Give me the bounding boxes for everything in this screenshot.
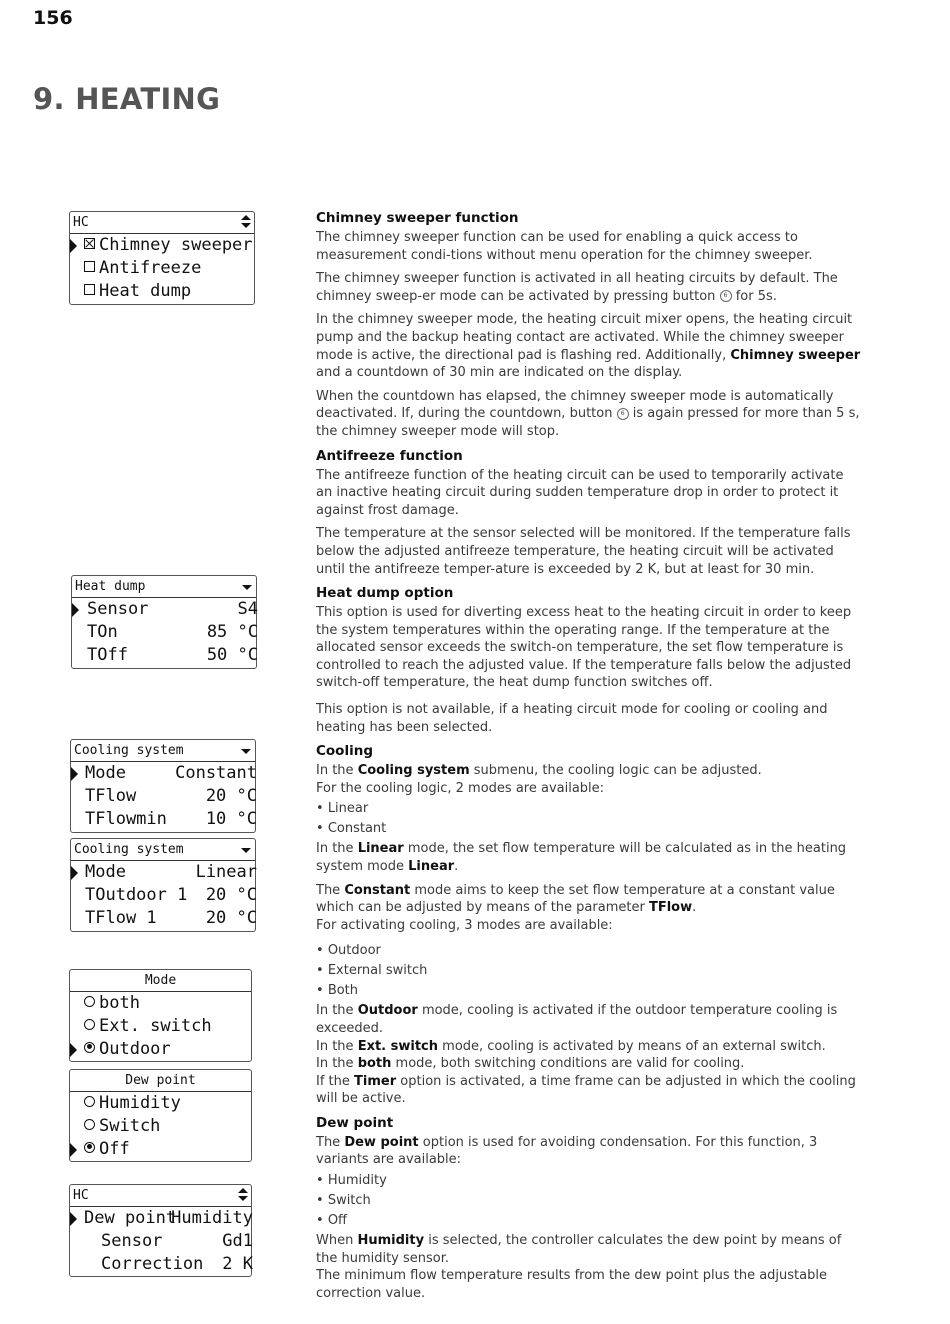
lcd-cooling-linear — [70, 838, 256, 932]
setting-value: Constant — [175, 763, 257, 783]
setting-row-tflowmin[interactable] — [71, 808, 255, 831]
setting-row-correction[interactable] — [70, 1253, 251, 1276]
setting-row-sensor[interactable] — [72, 598, 256, 621]
section-dew-point — [316, 1114, 861, 1303]
paragraph: This option is used for diverting excess heat to the heating circuit in order to keep the system temperatures within the operating range. If the temperature at the allocated sensor exceeds the switch-on temperature, the set flow temperature is controlled to reach the adjusted value. If the temperature falls below the adjusted switch-off temperature, the heat dump function switches off. — [316, 605, 852, 691]
paragraph: When the countdown has elapsed, the chimney sweeper mode is automatically deactivated. If, during the countdown, button 6 is again pressed for more than 5 s, the chimney sweeper mode will stop. — [316, 388, 860, 439]
bullet-list — [316, 942, 861, 1000]
setting-value: Linear — [195, 862, 257, 882]
list-item: • Both — [316, 982, 861, 1000]
setting-row-toff[interactable] — [72, 644, 256, 667]
pointer-icon — [70, 1212, 77, 1226]
paragraph: When Humidity is selected, the controller calculates the dew point by means of the humidity sensor. The minimum flow temperature results from the dew point plus the adjustable correction value. — [316, 1233, 842, 1301]
dropdown-arrow-icon — [242, 585, 252, 590]
section-heading: Dew point — [316, 1114, 394, 1131]
dropdown-arrow-icon — [241, 848, 251, 853]
radio-empty-icon — [84, 996, 95, 1007]
lcd-dew-point — [69, 1069, 252, 1162]
list-item: • Constant — [316, 820, 861, 838]
paragraph: In the Cooling system submenu, the cooling logic can be adjusted. — [316, 763, 762, 779]
radio-empty-icon — [84, 1019, 95, 1030]
lcd-title: HC — [73, 215, 89, 230]
paragraph: The Dew point option is used for avoiding condensation. For this function, 3 variants are available: — [316, 1134, 818, 1168]
section-heading: Chimney sweeper function — [316, 210, 519, 226]
radio-selected-icon — [84, 1042, 95, 1053]
setting-label: Mode — [85, 862, 126, 882]
button-6-icon: 6 — [720, 290, 732, 302]
text-column — [316, 209, 861, 1308]
paragraph: In the chimney sweeper mode, the heating circuit mixer opens, the heating circuit pump and the backup heating contact are activated. While the chimney sweeper mode is active, the directional pad is flashing red. Additionally, Chimney sweeper and a countdown of 30 min are indicated on the display. — [316, 312, 861, 381]
setting-row-tflow[interactable] — [71, 785, 255, 808]
lcd-title: Mode — [144, 973, 177, 988]
setting-value: 10 °C — [205, 809, 257, 829]
setting-row-dew-point[interactable] — [70, 1207, 251, 1230]
setting-label: Dew point — [84, 1208, 177, 1228]
setting-label: TOff — [87, 645, 128, 665]
pointer-icon — [70, 239, 77, 253]
list-item: • Outdoor — [316, 942, 861, 960]
checkbox-checked-icon — [84, 238, 95, 249]
bullet-list — [316, 1172, 861, 1230]
lcd-title: Heat dump — [75, 579, 146, 594]
option-label: Off — [99, 1139, 130, 1159]
paragraph: In the Outdoor mode, cooling is activated if the outdoor temperature cooling is exceeded. In the Ext. switch mode, cooling is activated by means of an external switch. In the both mode, both switching conditions are valid for cooling. If the Timer option is activated, a time frame can be adjusted in which the cooling will be active. — [316, 1003, 856, 1107]
bullet-list — [316, 800, 861, 838]
setting-label: TFlow 1 — [85, 908, 157, 928]
lcd-cooling-constant — [70, 739, 256, 833]
option-label: Outdoor — [99, 1039, 171, 1059]
setting-value: 20 °C — [205, 786, 257, 806]
option-off[interactable] — [70, 1138, 251, 1161]
lcd-header — [70, 970, 251, 992]
lcd-header — [71, 839, 255, 861]
section-antifreeze — [316, 447, 861, 579]
setting-value: Humidity — [171, 1208, 253, 1228]
setting-label: TFlowmin — [85, 809, 167, 829]
setting-label: Sensor — [101, 1231, 163, 1251]
dropdown-arrow-icon — [241, 749, 251, 754]
lcd-header — [71, 740, 255, 762]
checkbox-empty-icon — [84, 284, 95, 295]
setting-label: Correction — [101, 1254, 204, 1274]
lcd-header — [70, 212, 254, 234]
lcd-title: HC — [73, 1188, 89, 1203]
setting-label: Sensor — [87, 599, 149, 619]
section-cooling — [316, 742, 861, 1108]
checkbox-empty-icon — [84, 261, 95, 272]
section-heading: Heat dump option — [316, 585, 454, 602]
menu-item-label: Chimney sweeper — [99, 235, 253, 255]
section-heading: Antifreeze function — [316, 447, 463, 464]
lcd-header — [70, 1185, 251, 1207]
paragraph: The antifreeze function of the heating circuit can be used to temporarily activate an inactive heating circuit during sudden temperature drop in order to protect it against frost damage. — [316, 467, 844, 518]
setting-label: Mode — [85, 763, 126, 783]
setting-value: 20 °C — [205, 908, 257, 928]
setting-value: 85 °C — [206, 622, 258, 642]
setting-label: TOn — [87, 622, 118, 642]
setting-row-ton[interactable] — [72, 621, 256, 644]
paragraph: This option is not available, if a heating circuit mode for cooling or cooling and heating has been selected. — [316, 702, 828, 735]
list-item: • External switch — [316, 962, 861, 980]
lcd-title: Cooling system — [74, 743, 184, 758]
lcd-heat-dump — [71, 575, 257, 669]
section-heat-dump — [316, 584, 861, 736]
list-item: • Off — [316, 1212, 861, 1230]
option-label: both — [99, 993, 140, 1013]
list-item: • Linear — [316, 800, 861, 818]
menu-item-label: Heat dump — [99, 281, 192, 301]
pointer-icon — [71, 767, 78, 781]
lcd-hc-dew-point — [69, 1184, 252, 1277]
paragraph: For the cooling logic, 2 modes are available: — [316, 780, 605, 796]
pointer-icon — [70, 1143, 77, 1157]
up-down-arrow-icon — [241, 215, 251, 229]
setting-value: 20 °C — [205, 885, 257, 905]
page-number: 156 — [33, 7, 73, 29]
pointer-icon — [70, 1043, 77, 1057]
list-item: • Switch — [316, 1192, 861, 1210]
pointer-icon — [72, 603, 79, 617]
setting-label: TFlow — [85, 786, 137, 806]
paragraph: The chimney sweeper function can be used for enabling a quick access to measurement condi-tions without menu operation for the chimney sweeper. — [316, 230, 813, 263]
option-label: Switch — [99, 1116, 161, 1136]
option-label: Humidity — [99, 1093, 181, 1113]
setting-label: TOutdoor 1 — [85, 885, 188, 905]
lcd-mode — [69, 969, 252, 1062]
lcd-hc-menu — [69, 211, 255, 305]
setting-row-mode[interactable] — [71, 762, 255, 785]
setting-row-sensor[interactable] — [70, 1230, 251, 1253]
up-down-arrow-icon — [238, 1188, 248, 1202]
button-6-icon: 6 — [617, 408, 629, 420]
setting-row-tflow[interactable] — [71, 907, 255, 930]
setting-value: 50 °C — [206, 645, 258, 665]
option-ext-switch[interactable] — [70, 1015, 251, 1038]
setting-value: 2 K — [222, 1254, 253, 1274]
lcd-header — [70, 1070, 251, 1092]
option-both[interactable] — [70, 992, 251, 1015]
setting-row-toutdoor[interactable] — [71, 884, 255, 907]
radio-selected-icon — [84, 1142, 95, 1153]
lcd-title: Cooling system — [74, 842, 184, 857]
paragraph: The temperature at the sensor selected will be monitored. If the temperature falls below the adjusted antifreeze temperature, the heating circuit will be activated until the antifreeze temper-ature is exceeded by 2 K, but at least for 30 min. — [316, 526, 851, 577]
setting-value: S4 — [237, 599, 258, 619]
setting-value: Gd1 — [222, 1231, 253, 1251]
list-item: • Humidity — [316, 1172, 861, 1190]
paragraph: In the Linear mode, the set flow temperature will be calculated as in the heating system mode Linear. — [316, 841, 847, 874]
section-chimney-sweeper — [316, 209, 861, 441]
paragraph: The chimney sweeper function is activated in all heating circuits by default. The chimney sweep-er mode can be activated by pressing button 6 for 5s. — [316, 271, 838, 304]
option-outdoor[interactable] — [70, 1038, 251, 1061]
menu-item-chimney-sweeper[interactable] — [70, 234, 254, 257]
paragraph: The Constant mode aims to keep the set flow temperature at a constant value which can be adjusted by means of the parameter TFlow. For activating cooling, 3 modes are available: — [316, 882, 835, 933]
option-switch[interactable] — [70, 1115, 251, 1138]
option-label: Ext. switch — [99, 1016, 212, 1036]
radio-empty-icon — [84, 1096, 95, 1107]
menu-item-antifreeze[interactable] — [70, 257, 254, 280]
menu-item-label: Antifreeze — [99, 258, 202, 278]
menu-item-heat-dump[interactable] — [70, 280, 254, 303]
lcd-header — [72, 576, 256, 598]
setting-row-mode[interactable] — [71, 861, 255, 884]
chapter-title: 9. HEATING — [33, 82, 221, 116]
lcd-title: Dew point — [125, 1073, 196, 1088]
pointer-icon — [71, 866, 78, 880]
option-humidity[interactable] — [70, 1092, 251, 1115]
section-heading: Cooling — [316, 743, 373, 760]
radio-empty-icon — [84, 1119, 95, 1130]
